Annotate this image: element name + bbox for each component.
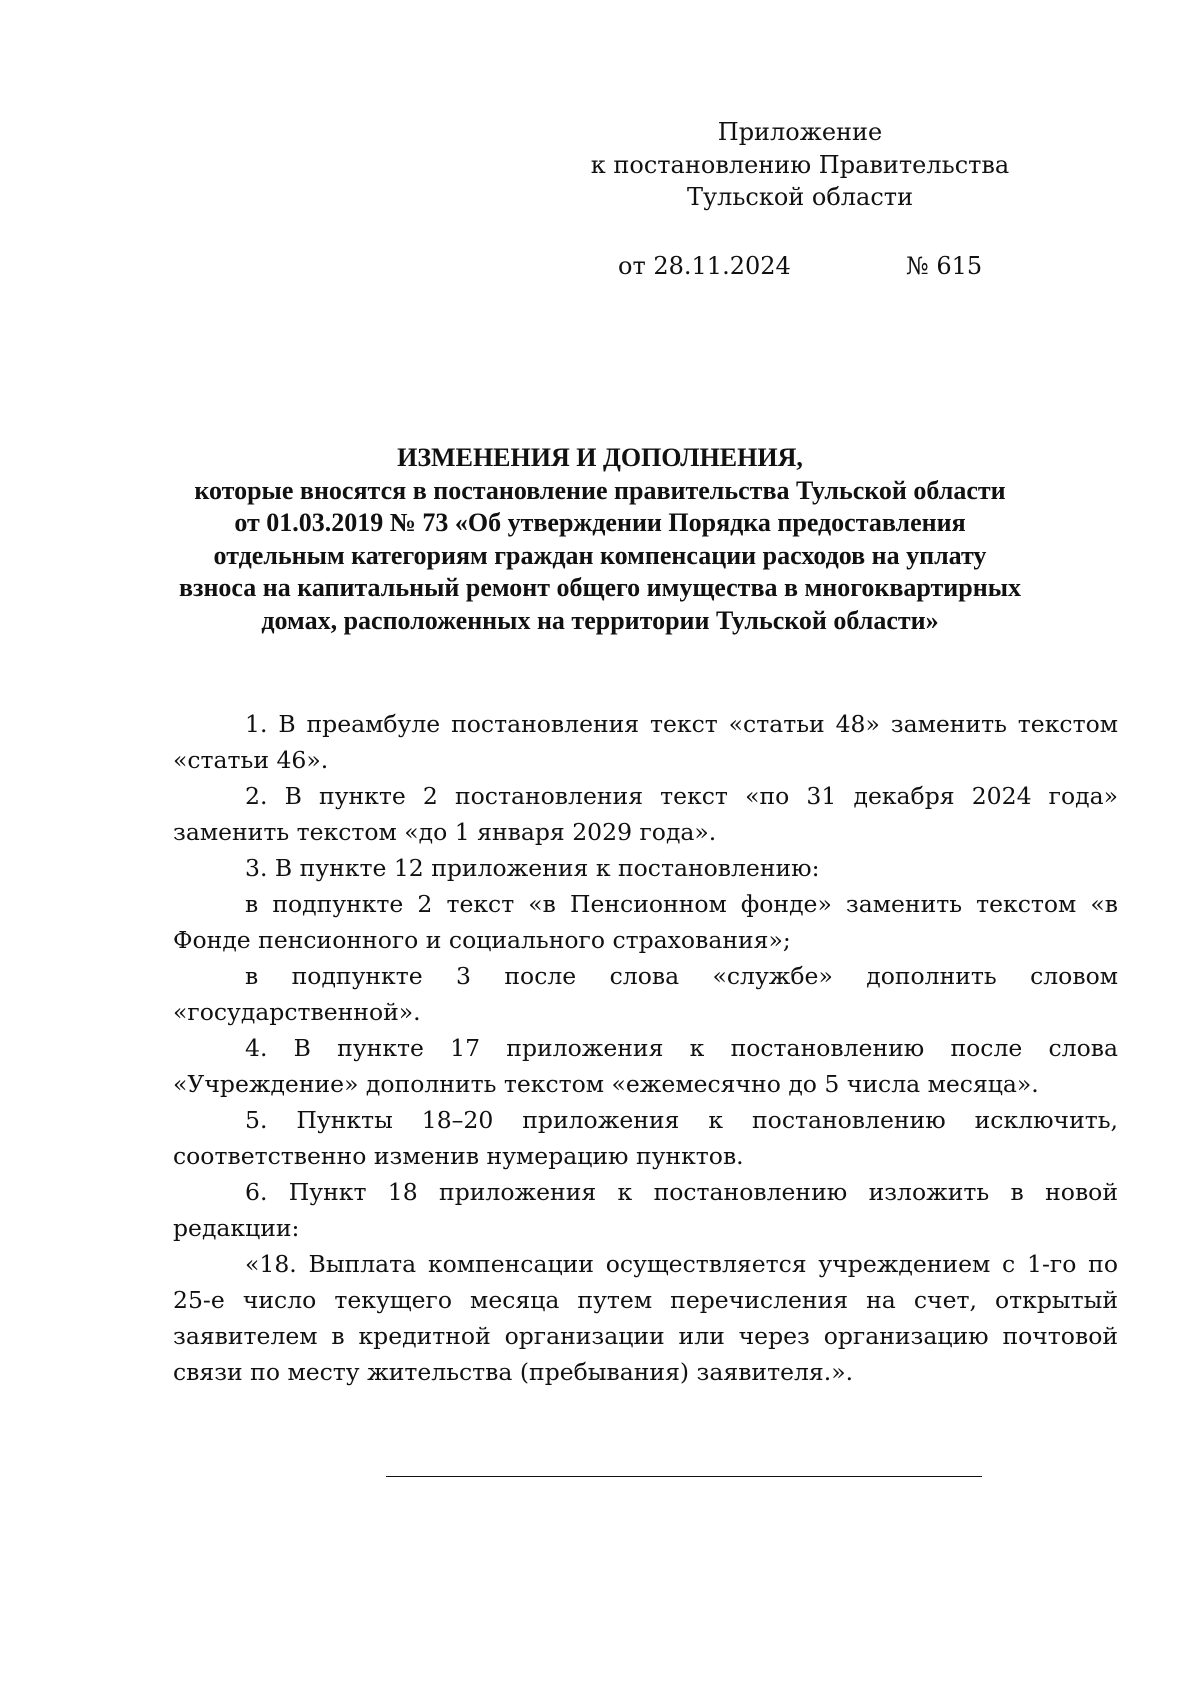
heading-line: взноса на капитальный ремонт общего имущества в многоквартирных [178,573,1022,602]
paragraph-4: 4. В пункте 17 приложения к постановлению после слова «Учреждение» дополнить текстом «ежемесячно до 5 числа месяца». [173,1034,1118,1098]
heading-line: ИЗМЕНЕНИЯ И ДОПОЛНЕНИЯ, [397,443,803,472]
paragraph-5: 5. Пункты 18–20 приложения к постановлению исключить, соответственно изменив нумерацию пунктов. [173,1106,1118,1170]
attachment-block [560,116,1040,214]
paragraph-6: 6. Пункт 18 приложения к постановлению изложить в новой редакции: [173,1178,1118,1242]
heading-line: которые вносятся в постановление правительства Тульской области [194,475,1006,505]
attachment-title: Приложение [717,118,883,146]
attachment-region: Тульской области [686,183,914,211]
heading-line: домах, расположенных на территории Тульской области» [261,605,939,635]
attachment-reference: к постановлению Правительства [590,150,1010,179]
paragraph-3-subitem-2: в подпункте 2 текст «в Пенсионном фонде» заменить текстом «в Фонде пенсионного и социального страхования»; [173,890,1118,954]
heading-line: от 01.03.2019 № 73 «Об утверждении Порядка предоставления [234,508,966,537]
paragraph-3: 3. В пункте 12 приложения к постановлению: [245,854,820,882]
heading-line: отдельным категориям граждан компенсации расходов на уплату [213,540,987,570]
paragraph-2: 2. В пункте 2 постановления текст «по 31 декабря 2024 года» заменить текстом «до 1 января 2029 года». [173,782,1118,846]
document-heading [140,442,1060,637]
closing-divider [386,1476,982,1477]
document-date: от 28.11.2024 [618,252,791,280]
paragraph-6-new-text: «18. Выплата компенсации осуществляется учреждением с 1-го по 25-е число текущего месяца путем перечисления на счет, открытый заявителем в кредитной организации или через организацию почтовой связи по месту жительства (пребывания) заявителя.». [173,1250,1118,1386]
paragraph-1: 1. В преамбуле постановления текст «статьи 48» заменить текстом «статьи 46». [173,710,1118,774]
paragraph-3-subitem-3: в подпункте 3 после слова «службе» дополнить словом «государственной». [173,962,1118,1026]
document-number: № 615 [906,252,983,280]
document-body [173,706,1118,1390]
